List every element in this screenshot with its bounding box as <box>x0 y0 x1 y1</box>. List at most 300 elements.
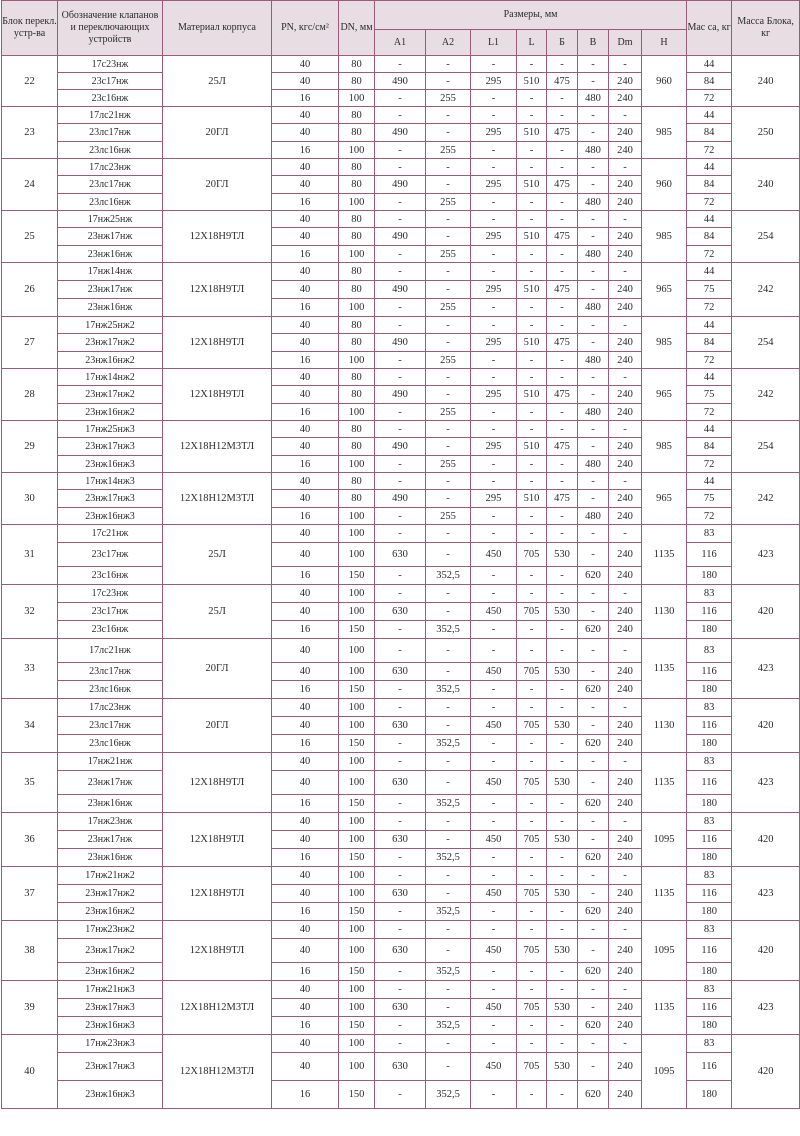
dim-a1-value: - <box>375 107 426 124</box>
pn-value: 16 <box>272 246 339 263</box>
dim-h-value: 960 <box>642 159 687 211</box>
table-row <box>2 369 800 386</box>
body-material: 12Х18Н12М3ТЛ <box>163 473 272 525</box>
dim-dm-value: 240 <box>609 621 642 639</box>
dim-l1-value: 295 <box>471 438 517 456</box>
dn-value: 80 <box>339 421 375 438</box>
dim-b-value: - <box>578 334 609 352</box>
dim-a1-value: 490 <box>375 124 426 142</box>
dim-dm-value: 240 <box>609 456 642 473</box>
pn-value: 40 <box>272 867 339 885</box>
dim-a1-value: - <box>375 56 426 73</box>
table-row <box>2 753 800 771</box>
dim-l-value: - <box>517 735 547 753</box>
dn-value: 80 <box>339 369 375 386</box>
dim-b-cyr-value: 475 <box>547 281 578 299</box>
col-mass: Мас са, кг <box>687 1 732 56</box>
valve-designation: 23нж16нж3 <box>58 508 163 525</box>
mass-value: 84 <box>687 73 732 90</box>
pn-value: 40 <box>272 317 339 334</box>
dim-b-cyr-value: - <box>547 159 578 176</box>
dim-l1-value: 295 <box>471 281 517 299</box>
dim-a1-value: - <box>375 903 426 921</box>
dim-a2-value: - <box>426 543 471 567</box>
dim-a2-value: - <box>426 124 471 142</box>
col-block-mass: Масса Блока, кг <box>732 1 800 56</box>
dim-l1-value: - <box>471 639 517 663</box>
col-pn: PN, кгс/см² <box>272 1 339 56</box>
mass-value: 84 <box>687 438 732 456</box>
dim-dm-value: - <box>609 56 642 73</box>
dim-b-value: - <box>578 753 609 771</box>
dim-l-value: - <box>517 246 547 263</box>
dim-a1-value: - <box>375 849 426 867</box>
body-material: 12Х18Н9ТЛ <box>163 317 272 369</box>
dim-l-value: - <box>517 421 547 438</box>
dim-dm-value: 240 <box>609 352 642 369</box>
dim-l1-value: - <box>471 194 517 211</box>
pn-value: 40 <box>272 228 339 246</box>
pn-value: 40 <box>272 771 339 795</box>
dim-l-value: - <box>517 473 547 490</box>
dim-h-value: 1135 <box>642 867 687 921</box>
body-material: 12Х18Н12М3ТЛ <box>163 981 272 1035</box>
dn-value: 80 <box>339 263 375 281</box>
valve-designation: 23лс17нж <box>58 176 163 194</box>
mass-value: 83 <box>687 525 732 543</box>
dim-dm-value: 240 <box>609 1081 642 1109</box>
dim-l-value: - <box>517 849 547 867</box>
dn-value: 80 <box>339 73 375 90</box>
dim-l1-value: 450 <box>471 717 517 735</box>
body-material: 20ГЛ <box>163 159 272 211</box>
dim-b-value: 480 <box>578 194 609 211</box>
dim-a1-value: - <box>375 142 426 159</box>
dim-b-cyr-value: - <box>547 921 578 939</box>
mass-value: 83 <box>687 981 732 999</box>
dim-a2-value: - <box>426 369 471 386</box>
dim-dm-value: 240 <box>609 567 642 585</box>
dim-a2-value: 255 <box>426 142 471 159</box>
pn-value: 40 <box>272 281 339 299</box>
block-number: 34 <box>2 699 58 753</box>
dim-b-cyr-value: - <box>547 421 578 438</box>
block-number: 28 <box>2 369 58 421</box>
dim-a1-value: - <box>375 352 426 369</box>
dim-b-cyr-value: - <box>547 981 578 999</box>
dim-b-cyr-value: 530 <box>547 717 578 735</box>
valve-designation: 23нж17нж <box>58 831 163 849</box>
dim-dm-value: 240 <box>609 603 642 621</box>
dim-l-value: 705 <box>517 663 547 681</box>
dn-value: 80 <box>339 334 375 352</box>
mass-value: 116 <box>687 939 732 963</box>
dim-dm-value: - <box>609 525 642 543</box>
dim-l1-value: - <box>471 525 517 543</box>
col-a2: A2 <box>426 30 471 56</box>
dn-value: 100 <box>339 717 375 735</box>
table-row <box>2 585 800 603</box>
mass-value: 180 <box>687 1017 732 1035</box>
mass-value: 84 <box>687 124 732 142</box>
dim-b-value: - <box>578 228 609 246</box>
dim-b-cyr-value: - <box>547 142 578 159</box>
block-number: 31 <box>2 525 58 585</box>
col-l: L <box>517 30 547 56</box>
valve-designation: 23нж17нж3 <box>58 1053 163 1081</box>
dim-l1-value: - <box>471 903 517 921</box>
dim-l1-value: 450 <box>471 663 517 681</box>
mass-value: 180 <box>687 621 732 639</box>
valve-designation: 23нж16нж2 <box>58 963 163 981</box>
dim-dm-value: 240 <box>609 176 642 194</box>
mass-value: 44 <box>687 56 732 73</box>
dim-l1-value: - <box>471 211 517 228</box>
table-row <box>2 981 800 999</box>
dim-a1-value: - <box>375 90 426 107</box>
dim-h-value: 985 <box>642 211 687 263</box>
dim-b-value: - <box>578 699 609 717</box>
table-row <box>2 211 800 228</box>
mass-value: 116 <box>687 1053 732 1081</box>
mass-value: 72 <box>687 352 732 369</box>
dim-dm-value: - <box>609 753 642 771</box>
dn-value: 80 <box>339 438 375 456</box>
dim-b-value: - <box>578 1035 609 1053</box>
dim-b-cyr-value: - <box>547 795 578 813</box>
dim-b-value: 620 <box>578 849 609 867</box>
dim-l-value: - <box>517 867 547 885</box>
dim-dm-value: 240 <box>609 903 642 921</box>
valve-designation: 17нж14нж2 <box>58 369 163 386</box>
pn-value: 40 <box>272 639 339 663</box>
mass-value: 44 <box>687 473 732 490</box>
dim-l1-value: - <box>471 981 517 999</box>
dim-a1-value: 630 <box>375 999 426 1017</box>
dim-a2-value: - <box>426 813 471 831</box>
dim-l1-value: - <box>471 473 517 490</box>
dim-a2-value: - <box>426 603 471 621</box>
dim-l1-value: - <box>471 621 517 639</box>
body-material: 12Х18Н9ТЛ <box>163 813 272 867</box>
dim-dm-value: 240 <box>609 194 642 211</box>
block-mass-value: 420 <box>732 1035 800 1109</box>
dim-dm-value: 240 <box>609 490 642 508</box>
dim-l1-value: - <box>471 1035 517 1053</box>
valve-designation: 23нж17нж2 <box>58 334 163 352</box>
pn-value: 40 <box>272 124 339 142</box>
dim-b-value: - <box>578 663 609 681</box>
dn-value: 150 <box>339 621 375 639</box>
dim-a2-value: - <box>426 699 471 717</box>
dim-b-cyr-value: - <box>547 867 578 885</box>
dim-l1-value: 295 <box>471 490 517 508</box>
dim-dm-value: - <box>609 263 642 281</box>
dim-a2-value: 352,5 <box>426 903 471 921</box>
dn-value: 80 <box>339 56 375 73</box>
mass-value: 180 <box>687 735 732 753</box>
dim-b-cyr-value: 475 <box>547 176 578 194</box>
dim-h-value: 1095 <box>642 921 687 981</box>
dn-value: 100 <box>339 939 375 963</box>
dim-b-value: - <box>578 771 609 795</box>
dim-l-value: 510 <box>517 73 547 90</box>
dim-l-value: 705 <box>517 939 547 963</box>
table-row <box>2 921 800 939</box>
dim-b-value: - <box>578 717 609 735</box>
dn-value: 100 <box>339 525 375 543</box>
dim-l1-value: - <box>471 849 517 867</box>
dn-value: 100 <box>339 831 375 849</box>
valve-designation: 17нж14нж <box>58 263 163 281</box>
dn-value: 100 <box>339 867 375 885</box>
dim-a1-value: 630 <box>375 1053 426 1081</box>
dim-a2-value: 255 <box>426 299 471 317</box>
mass-value: 72 <box>687 456 732 473</box>
dim-a2-value: 352,5 <box>426 963 471 981</box>
dim-l1-value: - <box>471 1081 517 1109</box>
dim-l-value: - <box>517 585 547 603</box>
dim-a1-value: - <box>375 639 426 663</box>
dim-l1-value: - <box>471 159 517 176</box>
dim-a1-value: - <box>375 263 426 281</box>
dim-l-value: 510 <box>517 176 547 194</box>
dim-l1-value: 450 <box>471 1053 517 1081</box>
block-number: 39 <box>2 981 58 1035</box>
mass-value: 180 <box>687 963 732 981</box>
dim-l-value: 705 <box>517 885 547 903</box>
dim-a1-value: - <box>375 1017 426 1035</box>
dim-b-cyr-value: 530 <box>547 831 578 849</box>
dim-l-value: - <box>517 369 547 386</box>
table-row <box>2 867 800 885</box>
dim-l-value: - <box>517 813 547 831</box>
dim-a2-value: - <box>426 867 471 885</box>
dim-l1-value: 295 <box>471 176 517 194</box>
dim-a2-value: - <box>426 1035 471 1053</box>
dim-l1-value: 295 <box>471 124 517 142</box>
dim-b-cyr-value: - <box>547 849 578 867</box>
dim-b-cyr-value: - <box>547 813 578 831</box>
block-mass-value: 420 <box>732 699 800 753</box>
dim-a1-value: - <box>375 567 426 585</box>
mass-value: 116 <box>687 717 732 735</box>
pn-value: 16 <box>272 903 339 921</box>
block-mass-value: 254 <box>732 211 800 263</box>
dn-value: 80 <box>339 490 375 508</box>
valve-designation: 17лс23нж <box>58 699 163 717</box>
block-number: 29 <box>2 421 58 473</box>
dn-value: 100 <box>339 299 375 317</box>
dim-l-value: 510 <box>517 438 547 456</box>
mass-value: 72 <box>687 404 732 421</box>
dim-dm-value: - <box>609 369 642 386</box>
dim-b-value: - <box>578 525 609 543</box>
dim-a2-value: 352,5 <box>426 1081 471 1109</box>
dn-value: 100 <box>339 543 375 567</box>
body-material: 12Х18Н9ТЛ <box>163 753 272 813</box>
dim-b-value: 620 <box>578 567 609 585</box>
dim-b-value: - <box>578 585 609 603</box>
dim-l1-value: - <box>471 753 517 771</box>
pn-value: 16 <box>272 795 339 813</box>
dn-value: 100 <box>339 753 375 771</box>
valve-designation: 23нж16нж2 <box>58 404 163 421</box>
dim-h-value: 1130 <box>642 585 687 639</box>
dim-b-value: - <box>578 813 609 831</box>
dim-a1-value: - <box>375 317 426 334</box>
mass-value: 72 <box>687 299 732 317</box>
block-mass-value: 423 <box>732 639 800 699</box>
dim-l-value: - <box>517 456 547 473</box>
mass-value: 180 <box>687 795 732 813</box>
dn-value: 80 <box>339 281 375 299</box>
pn-value: 16 <box>272 194 339 211</box>
dim-a2-value: - <box>426 585 471 603</box>
mass-value: 180 <box>687 681 732 699</box>
pn-value: 16 <box>272 90 339 107</box>
dim-a2-value: - <box>426 831 471 849</box>
dim-a1-value: 490 <box>375 490 426 508</box>
dim-dm-value: - <box>609 211 642 228</box>
dim-a1-value: - <box>375 735 426 753</box>
dim-b-value: 480 <box>578 404 609 421</box>
dim-a1-value: 630 <box>375 771 426 795</box>
block-number: 30 <box>2 473 58 525</box>
dim-b-value: - <box>578 921 609 939</box>
dn-value: 100 <box>339 90 375 107</box>
block-number: 23 <box>2 107 58 159</box>
dim-a2-value: 255 <box>426 404 471 421</box>
dim-dm-value: 240 <box>609 939 642 963</box>
dim-b-value: 620 <box>578 903 609 921</box>
dim-b-cyr-value: - <box>547 567 578 585</box>
dim-dm-value: 240 <box>609 963 642 981</box>
dim-a2-value: 255 <box>426 246 471 263</box>
dim-l1-value: - <box>471 369 517 386</box>
dim-a1-value: 630 <box>375 939 426 963</box>
mass-value: 116 <box>687 543 732 567</box>
dim-l1-value: 450 <box>471 771 517 795</box>
pn-value: 40 <box>272 831 339 849</box>
dim-b-cyr-value: 475 <box>547 334 578 352</box>
valve-designation: 17лс21нж <box>58 107 163 124</box>
dim-a1-value: - <box>375 585 426 603</box>
dim-l1-value: 450 <box>471 939 517 963</box>
dim-b-cyr-value: - <box>547 1035 578 1053</box>
col-l1: L1 <box>471 30 517 56</box>
dim-l1-value: - <box>471 921 517 939</box>
dim-b-value: - <box>578 386 609 404</box>
dim-dm-value: 240 <box>609 228 642 246</box>
dim-l1-value: 295 <box>471 334 517 352</box>
dim-l-value: - <box>517 508 547 525</box>
dim-l-value: 705 <box>517 543 547 567</box>
body-material: 12Х18Н9ТЛ <box>163 211 272 263</box>
dim-l1-value: - <box>471 90 517 107</box>
body-material: 12Х18Н12М3ТЛ <box>163 421 272 473</box>
block-mass-value: 254 <box>732 317 800 369</box>
block-number: 24 <box>2 159 58 211</box>
dn-value: 100 <box>339 999 375 1017</box>
dim-b-value: - <box>578 159 609 176</box>
pn-value: 40 <box>272 490 339 508</box>
mass-value: 180 <box>687 1081 732 1109</box>
block-mass-value: 240 <box>732 159 800 211</box>
valves-table <box>1 0 800 1109</box>
dim-a1-value: - <box>375 159 426 176</box>
dim-b-cyr-value: - <box>547 508 578 525</box>
dn-value: 100 <box>339 246 375 263</box>
dim-a1-value: - <box>375 246 426 263</box>
dim-b-cyr-value: - <box>547 246 578 263</box>
dn-value: 100 <box>339 699 375 717</box>
dim-dm-value: 240 <box>609 717 642 735</box>
col-b-cyr: Б <box>547 30 578 56</box>
valve-designation: 23лс16нж <box>58 142 163 159</box>
block-number: 40 <box>2 1035 58 1109</box>
dim-b-value: - <box>578 603 609 621</box>
dim-b-cyr-value: - <box>547 1081 578 1109</box>
dim-a2-value: 255 <box>426 508 471 525</box>
dim-l1-value: - <box>471 404 517 421</box>
block-number: 35 <box>2 753 58 813</box>
dim-l-value: - <box>517 211 547 228</box>
dim-dm-value: 240 <box>609 663 642 681</box>
pn-value: 16 <box>272 508 339 525</box>
dim-b-value: 620 <box>578 1017 609 1035</box>
pn-value: 40 <box>272 211 339 228</box>
pn-value: 40 <box>272 421 339 438</box>
dim-b-cyr-value: - <box>547 681 578 699</box>
col-dn: DN, мм <box>339 1 375 56</box>
valve-designation: 17нж23нж3 <box>58 1035 163 1053</box>
dim-h-value: 965 <box>642 473 687 525</box>
dim-a1-value: - <box>375 525 426 543</box>
body-material: 12Х18Н9ТЛ <box>163 263 272 317</box>
dim-l-value: - <box>517 963 547 981</box>
valve-designation: 23с16нж <box>58 90 163 107</box>
pn-value: 16 <box>272 621 339 639</box>
pn-value: 40 <box>272 981 339 999</box>
dim-dm-value: 240 <box>609 404 642 421</box>
dim-dm-value: 240 <box>609 543 642 567</box>
dn-value: 100 <box>339 508 375 525</box>
mass-value: 83 <box>687 699 732 717</box>
dim-b-value: - <box>578 831 609 849</box>
valve-designation: 23нж17нж2 <box>58 885 163 903</box>
valve-designation: 23нж17нж <box>58 281 163 299</box>
dim-l-value: - <box>517 639 547 663</box>
dim-b-cyr-value: - <box>547 525 578 543</box>
mass-value: 44 <box>687 317 732 334</box>
dim-a1-value: 630 <box>375 663 426 681</box>
dim-b-value: 480 <box>578 142 609 159</box>
table-row <box>2 317 800 334</box>
valve-designation: 17лс23нж <box>58 159 163 176</box>
dim-a2-value: - <box>426 639 471 663</box>
dn-value: 80 <box>339 176 375 194</box>
dim-a1-value: - <box>375 369 426 386</box>
dim-a1-value: - <box>375 681 426 699</box>
dim-l-value: - <box>517 753 547 771</box>
dn-value: 100 <box>339 142 375 159</box>
dim-b-cyr-value: 530 <box>547 663 578 681</box>
valve-designation: 23с17нж <box>58 73 163 90</box>
dim-a1-value: - <box>375 211 426 228</box>
valve-designation: 17лс21нж <box>58 639 163 663</box>
pn-value: 40 <box>272 699 339 717</box>
